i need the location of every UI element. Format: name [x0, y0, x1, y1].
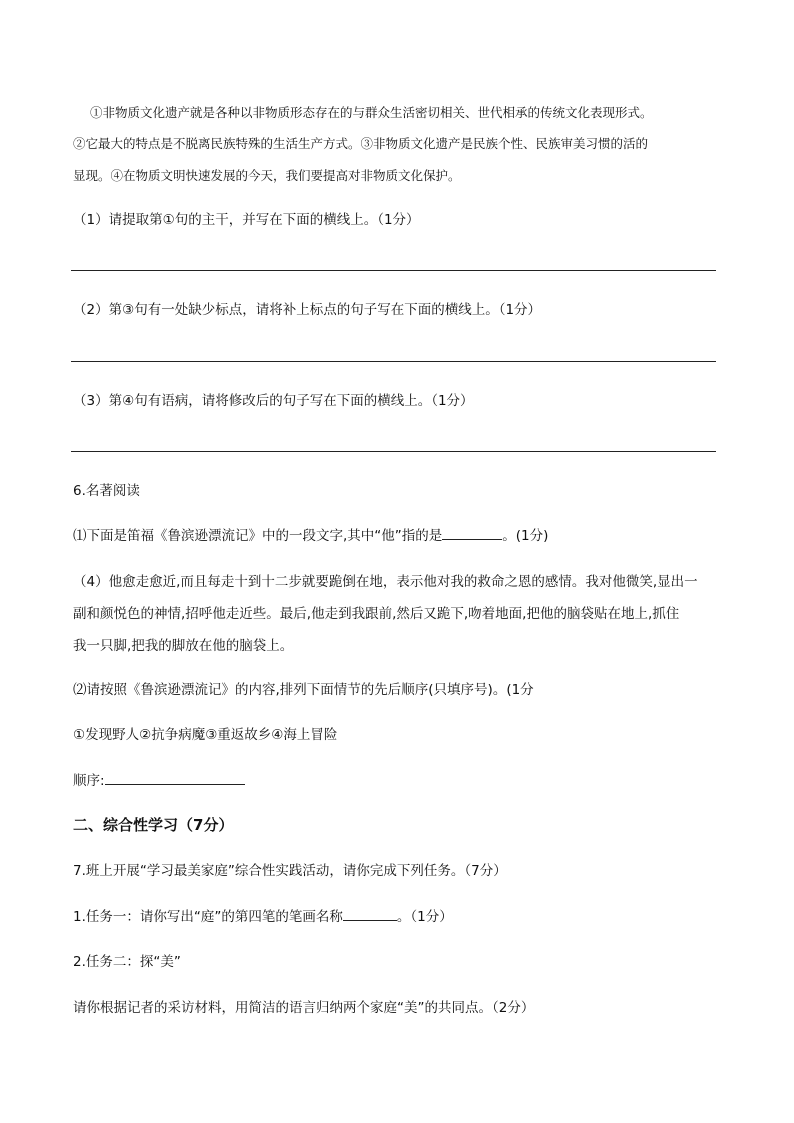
- question-5-3: （3）第④句有语病，请将修改后的句子写在下面的横线上。（1分）: [73, 393, 474, 409]
- order-label: 顺序:: [73, 773, 105, 789]
- answer-line-5-3[interactable]: [71, 451, 716, 452]
- passage-line-3: 显现。④在物质文明快速发展的今天，我们要提高对非物质文化保护。: [73, 168, 461, 183]
- excerpt-line-2: 副和颜悦色的神情,招呼他走近些。最后,他走到我跟前,然后又跪下,吻着地面,把他的脑袋贴在地上,抓住: [73, 606, 680, 622]
- question-7: 7.班上开展“学习最美家庭”综合性实践活动，请你完成下列任务。（7分）: [73, 863, 507, 879]
- section-2-title: 二、综合性学习（7分）: [73, 816, 234, 834]
- answer-line-5-1[interactable]: [71, 270, 716, 271]
- task-1-answer-blank[interactable]: [343, 906, 397, 921]
- answer-blank-6-1[interactable]: [442, 525, 502, 540]
- answer-line-5-2[interactable]: [71, 361, 716, 362]
- task-2: 2.任务二：探“美”: [73, 954, 181, 970]
- excerpt-line-1: （4）他愈走愈近,而且每走十到十二步就要跪倒在地，表示他对我的救命之恩的感情。我对他微笑,显出一: [73, 574, 698, 590]
- question-6-1-text: ⑴下面是笛福《鲁滨逊漂流记》中的一段文字,其中“他”指的是: [73, 528, 443, 544]
- excerpt-line-3: 我一只脚,把我的脚放在他的脑袋上。: [73, 638, 294, 654]
- question-5-1: （1）请提取第①句的主干，并写在下面的横线上。（1分）: [73, 212, 420, 228]
- passage-line-2: ②它最大的特点是不脱离民族特殊的生活生产方式。③非物质文化遗产是民族个性、民族审美习惯的活的: [73, 136, 649, 151]
- task-1-score: 。（1分）: [396, 909, 453, 925]
- question-6-title: 6.名著阅读: [73, 483, 140, 499]
- order-row: [73, 770, 245, 791]
- passage-line-1: ①非物质文化遗产就是各种以非物质形态存在的与群众生活密切相关、世代相承的传统文化表现形式。: [90, 105, 653, 120]
- question-6-2: ⑵请按照《鲁滨逊漂流记》的内容,排列下面情节的先后顺序(只填序号)。(1分: [73, 682, 534, 698]
- order-answer-blank[interactable]: [105, 770, 245, 785]
- question-6-options: ①发现野人②抗争病魔③重返故乡④海上冒险: [73, 727, 338, 743]
- task-1: [73, 906, 453, 927]
- task-2-description: 请你根据记者的采访材料，用简洁的语言归纳两个家庭“美”的共同点。（2分）: [73, 1000, 535, 1016]
- question-6-1-score: 。(1分): [502, 528, 549, 544]
- task-1-text: 1.任务一：请你写出“庭”的第四笔的笔画名称: [73, 909, 343, 925]
- question-6-1: [73, 525, 548, 546]
- question-5-2: （2）第③句有一处缺少标点，请将补上标点的句子写在下面的横线上。（1分）: [73, 302, 542, 318]
